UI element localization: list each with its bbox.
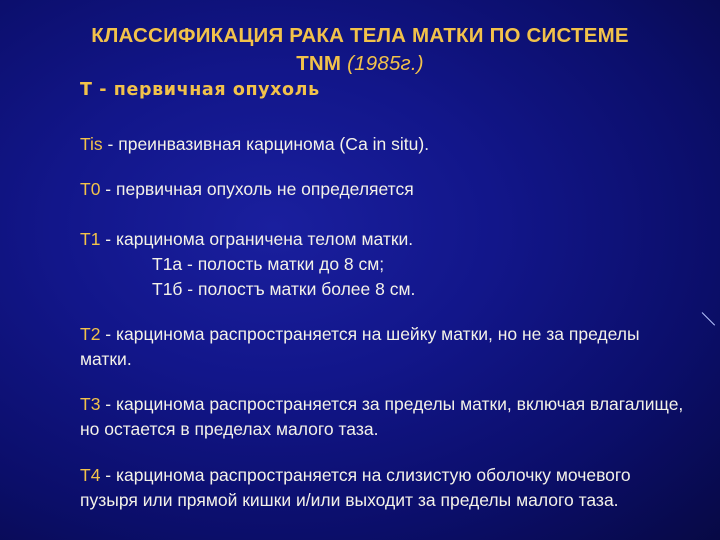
item-code: Т4 — [80, 465, 101, 485]
item-code: Т0 — [80, 179, 101, 199]
item-text: - карцинома распространяется за пределы матки, включая влагалище, но остается в пределах малого таза. — [80, 394, 684, 439]
item-t0 — [80, 177, 690, 202]
title-tnm: TNM — [296, 52, 342, 75]
title-year: (1985г.) — [347, 52, 424, 75]
item-text: - преинвазивная карцинома (Са in situ). — [102, 134, 430, 154]
slide-title — [0, 22, 720, 78]
item-t3 — [80, 392, 690, 442]
item-text: - первичная опухоль не определяется — [100, 179, 414, 199]
section-heading: T - первичная опухоль — [80, 80, 320, 100]
item-text: - карцинома распространяется на шейку матки, но не за пределы матки. — [80, 324, 640, 369]
decorative-line — [702, 312, 715, 325]
item-text: - карцинома ограничена телом матки. — [100, 229, 414, 249]
title-line-2 — [0, 50, 720, 78]
item-code: Т1 — [80, 229, 101, 249]
item-tis — [80, 132, 690, 157]
item-t1b: Т1б - полостъ матки более 8 см. — [152, 279, 416, 299]
item-code: Т3 — [80, 394, 101, 414]
item-t4 — [80, 463, 690, 513]
item-code: Т2 — [80, 324, 101, 344]
item-text: - карцинома распространяется на слизистую оболочку мочевого пузыря или прямой кишки и/или выходит за пределы малого таза. — [80, 465, 631, 510]
item-t2 — [80, 322, 690, 372]
item-t1 — [80, 227, 690, 302]
title-line-1: КЛАССИФИКАЦИЯ РАКА ТЕЛА МАТКИ ПО СИСТЕМЕ — [91, 24, 629, 47]
item-code: Tis — [80, 134, 103, 154]
item-t1a: Т1а - полость матки до 8 см; — [152, 254, 385, 274]
